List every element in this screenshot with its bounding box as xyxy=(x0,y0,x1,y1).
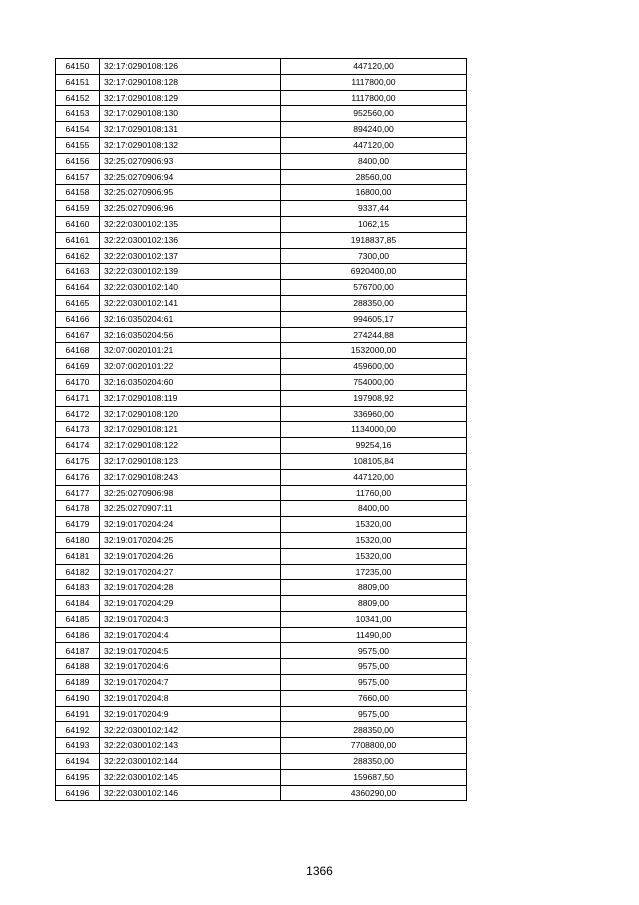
cadastral-number-cell: 32:25:0270906:96 xyxy=(100,201,281,217)
cadastral-number-cell: 32:17:0290108:243 xyxy=(100,469,281,485)
cadastral-number-cell: 32:17:0290108:128 xyxy=(100,74,281,90)
row-number-cell: 64178 xyxy=(56,501,100,517)
cadastral-number-cell: 32:19:0170204:7 xyxy=(100,675,281,691)
cadastral-number-cell: 32:17:0290108:122 xyxy=(100,438,281,454)
cadastral-number-cell: 32:22:0300102:135 xyxy=(100,216,281,232)
cadastral-value-cell: 8809,00 xyxy=(281,580,467,596)
cadastral-value-cell: 274244,88 xyxy=(281,327,467,343)
row-number-cell: 64150 xyxy=(56,59,100,75)
cadastral-number-cell: 32:22:0300102:142 xyxy=(100,722,281,738)
cadastral-value-cell: 447120,00 xyxy=(281,59,467,75)
cadastral-number-cell: 32:22:0300102:146 xyxy=(100,785,281,801)
row-number-cell: 64174 xyxy=(56,438,100,454)
cadastral-value-cell: 1918837,85 xyxy=(281,232,467,248)
cadastral-number-cell: 32:22:0300102:140 xyxy=(100,280,281,296)
row-number-cell: 64168 xyxy=(56,343,100,359)
cadastral-number-cell: 32:25:0270906:98 xyxy=(100,485,281,501)
cadastral-number-cell: 32:19:0170204:3 xyxy=(100,611,281,627)
row-number-cell: 64162 xyxy=(56,248,100,264)
cadastral-value-cell: 4360290,00 xyxy=(281,785,467,801)
cadastral-number-cell: 32:17:0290108:119 xyxy=(100,390,281,406)
table-row xyxy=(56,201,467,217)
table-row xyxy=(56,311,467,327)
row-number-cell: 64154 xyxy=(56,122,100,138)
cadastral-number-cell: 32:17:0290108:129 xyxy=(100,90,281,106)
table-row xyxy=(56,390,467,406)
table-row xyxy=(56,643,467,659)
cadastral-value-cell: 9575,00 xyxy=(281,659,467,675)
cadastral-number-cell: 32:19:0170204:28 xyxy=(100,580,281,596)
row-number-cell: 64155 xyxy=(56,137,100,153)
row-number-cell: 64195 xyxy=(56,769,100,785)
cadastral-number-cell: 32:17:0290108:121 xyxy=(100,422,281,438)
cadastral-number-cell: 32:22:0300102:145 xyxy=(100,769,281,785)
cadastral-value-cell: 9337,44 xyxy=(281,201,467,217)
cadastral-value-cell: 15320,00 xyxy=(281,532,467,548)
row-number-cell: 64163 xyxy=(56,264,100,280)
row-number-cell: 64157 xyxy=(56,169,100,185)
table-row xyxy=(56,280,467,296)
cadastral-number-cell: 32:22:0300102:141 xyxy=(100,295,281,311)
table-row xyxy=(56,374,467,390)
row-number-cell: 64194 xyxy=(56,754,100,770)
cadastral-number-cell: 32:17:0290108:132 xyxy=(100,137,281,153)
cadastral-number-cell: 32:25:0270907:11 xyxy=(100,501,281,517)
cadastral-value-cell: 11760,00 xyxy=(281,485,467,501)
cadastral-value-cell: 11490,00 xyxy=(281,627,467,643)
table-row xyxy=(56,232,467,248)
row-number-cell: 64170 xyxy=(56,374,100,390)
table-row xyxy=(56,785,467,801)
cadastral-value-cell: 9575,00 xyxy=(281,706,467,722)
cadastral-number-cell: 32:16:0350204:60 xyxy=(100,374,281,390)
table-row xyxy=(56,106,467,122)
cadastral-value-cell: 1062,15 xyxy=(281,216,467,232)
table-row xyxy=(56,406,467,422)
cadastral-value-cell: 1117800,00 xyxy=(281,74,467,90)
row-number-cell: 64185 xyxy=(56,611,100,627)
cadastral-number-cell: 32:19:0170204:6 xyxy=(100,659,281,675)
cadastral-value-cell: 894240,00 xyxy=(281,122,467,138)
row-number-cell: 64190 xyxy=(56,690,100,706)
cadastral-number-cell: 32:17:0290108:131 xyxy=(100,122,281,138)
table-row xyxy=(56,90,467,106)
cadastral-number-cell: 32:16:0350204:56 xyxy=(100,327,281,343)
row-number-cell: 64153 xyxy=(56,106,100,122)
row-number-cell: 64189 xyxy=(56,675,100,691)
cadastral-number-cell: 32:07:0020101:21 xyxy=(100,343,281,359)
page-number: 1366 xyxy=(306,864,333,878)
cadastral-value-cell: 8809,00 xyxy=(281,596,467,612)
row-number-cell: 64167 xyxy=(56,327,100,343)
table-row xyxy=(56,248,467,264)
cadastral-value-cell: 7300,00 xyxy=(281,248,467,264)
table-row xyxy=(56,517,467,533)
cadastral-value-cell: 1117800,00 xyxy=(281,90,467,106)
table-row xyxy=(56,596,467,612)
cadastral-number-cell: 32:19:0170204:8 xyxy=(100,690,281,706)
cadastral-number-cell: 32:22:0300102:136 xyxy=(100,232,281,248)
table-row xyxy=(56,501,467,517)
row-number-cell: 64177 xyxy=(56,485,100,501)
row-number-cell: 64186 xyxy=(56,627,100,643)
cadastral-value-cell: 8400,00 xyxy=(281,501,467,517)
row-number-cell: 64193 xyxy=(56,738,100,754)
row-number-cell: 64166 xyxy=(56,311,100,327)
cadastral-number-cell: 32:22:0300102:144 xyxy=(100,754,281,770)
row-number-cell: 64158 xyxy=(56,185,100,201)
table-row xyxy=(56,675,467,691)
cadastral-number-cell: 32:22:0300102:143 xyxy=(100,738,281,754)
table-row xyxy=(56,769,467,785)
cadastral-number-cell: 32:19:0170204:29 xyxy=(100,596,281,612)
cadastral-value-cell: 1134000,00 xyxy=(281,422,467,438)
row-number-cell: 64176 xyxy=(56,469,100,485)
cadastral-value-cell: 108105,84 xyxy=(281,453,467,469)
row-number-cell: 64165 xyxy=(56,295,100,311)
table-row xyxy=(56,469,467,485)
cadastral-value-table xyxy=(55,58,467,801)
row-number-cell: 64151 xyxy=(56,74,100,90)
cadastral-value-cell: 99254,16 xyxy=(281,438,467,454)
cadastral-value-cell: 6920400,00 xyxy=(281,264,467,280)
row-number-cell: 64181 xyxy=(56,548,100,564)
cadastral-number-cell: 32:17:0290108:123 xyxy=(100,453,281,469)
table-row xyxy=(56,264,467,280)
row-number-cell: 64191 xyxy=(56,706,100,722)
cadastral-value-cell: 159687,50 xyxy=(281,769,467,785)
row-number-cell: 64187 xyxy=(56,643,100,659)
cadastral-value-cell: 336960,00 xyxy=(281,406,467,422)
cadastral-value-cell: 288350,00 xyxy=(281,722,467,738)
row-number-cell: 64173 xyxy=(56,422,100,438)
row-number-cell: 64175 xyxy=(56,453,100,469)
table-row xyxy=(56,532,467,548)
row-number-cell: 64192 xyxy=(56,722,100,738)
cadastral-value-cell: 15320,00 xyxy=(281,517,467,533)
table-row xyxy=(56,564,467,580)
row-number-cell: 64196 xyxy=(56,785,100,801)
row-number-cell: 64188 xyxy=(56,659,100,675)
cadastral-number-cell: 32:19:0170204:4 xyxy=(100,627,281,643)
table-row xyxy=(56,359,467,375)
table-row xyxy=(56,627,467,643)
cadastral-value-cell: 952560,00 xyxy=(281,106,467,122)
cadastral-number-cell: 32:07:0020101:22 xyxy=(100,359,281,375)
row-number-cell: 64169 xyxy=(56,359,100,375)
row-number-cell: 64159 xyxy=(56,201,100,217)
cadastral-number-cell: 32:17:0290108:120 xyxy=(100,406,281,422)
row-number-cell: 64180 xyxy=(56,532,100,548)
table-row xyxy=(56,153,467,169)
cadastral-value-cell: 9575,00 xyxy=(281,675,467,691)
table-row xyxy=(56,438,467,454)
cadastral-number-cell: 32:25:0270906:94 xyxy=(100,169,281,185)
cadastral-number-cell: 32:19:0170204:25 xyxy=(100,532,281,548)
row-number-cell: 64156 xyxy=(56,153,100,169)
table-row xyxy=(56,295,467,311)
table-row xyxy=(56,185,467,201)
table-row xyxy=(56,422,467,438)
cadastral-value-cell: 10341,00 xyxy=(281,611,467,627)
cadastral-number-cell: 32:19:0170204:5 xyxy=(100,643,281,659)
row-number-cell: 64182 xyxy=(56,564,100,580)
cadastral-number-cell: 32:22:0300102:137 xyxy=(100,248,281,264)
table-row xyxy=(56,59,467,75)
table-row xyxy=(56,169,467,185)
cadastral-value-cell: 288350,00 xyxy=(281,754,467,770)
table-row xyxy=(56,738,467,754)
table-row xyxy=(56,659,467,675)
cadastral-value-cell: 447120,00 xyxy=(281,469,467,485)
cadastral-value-cell: 15320,00 xyxy=(281,548,467,564)
row-number-cell: 64160 xyxy=(56,216,100,232)
table-row xyxy=(56,754,467,770)
cadastral-number-cell: 32:19:0170204:9 xyxy=(100,706,281,722)
row-number-cell: 64184 xyxy=(56,596,100,612)
cadastral-value-cell: 994605,17 xyxy=(281,311,467,327)
cadastral-number-cell: 32:25:0270906:93 xyxy=(100,153,281,169)
table-row xyxy=(56,327,467,343)
cadastral-number-cell: 32:16:0350204:61 xyxy=(100,311,281,327)
cadastral-number-cell: 32:19:0170204:27 xyxy=(100,564,281,580)
table-row xyxy=(56,137,467,153)
cadastral-number-cell: 32:25:0270906:95 xyxy=(100,185,281,201)
cadastral-value-cell: 459600,00 xyxy=(281,359,467,375)
cadastral-value-cell: 8400,00 xyxy=(281,153,467,169)
cadastral-value-cell: 754000,00 xyxy=(281,374,467,390)
row-number-cell: 64152 xyxy=(56,90,100,106)
cadastral-number-cell: 32:17:0290108:126 xyxy=(100,59,281,75)
table-row xyxy=(56,611,467,627)
cadastral-value-cell: 288350,00 xyxy=(281,295,467,311)
cadastral-value-cell: 1532000,00 xyxy=(281,343,467,359)
table-row xyxy=(56,216,467,232)
cadastral-value-cell: 576700,00 xyxy=(281,280,467,296)
cadastral-value-cell: 7708800,00 xyxy=(281,738,467,754)
row-number-cell: 64179 xyxy=(56,517,100,533)
cadastral-value-cell: 7660,00 xyxy=(281,690,467,706)
cadastral-value-cell: 197908,92 xyxy=(281,390,467,406)
table-row xyxy=(56,722,467,738)
table-row xyxy=(56,690,467,706)
table-row xyxy=(56,580,467,596)
cadastral-value-cell: 447120,00 xyxy=(281,137,467,153)
row-number-cell: 64171 xyxy=(56,390,100,406)
cadastral-value-cell: 16800,00 xyxy=(281,185,467,201)
row-number-cell: 64183 xyxy=(56,580,100,596)
table-row xyxy=(56,343,467,359)
cadastral-number-cell: 32:22:0300102:139 xyxy=(100,264,281,280)
cadastral-number-cell: 32:19:0170204:24 xyxy=(100,517,281,533)
row-number-cell: 64172 xyxy=(56,406,100,422)
cadastral-value-cell: 28560,00 xyxy=(281,169,467,185)
cadastral-number-cell: 32:17:0290108:130 xyxy=(100,106,281,122)
table-row xyxy=(56,706,467,722)
table-row xyxy=(56,485,467,501)
cadastral-number-cell: 32:19:0170204:26 xyxy=(100,548,281,564)
row-number-cell: 64164 xyxy=(56,280,100,296)
table-row xyxy=(56,122,467,138)
table-row xyxy=(56,548,467,564)
table-row xyxy=(56,453,467,469)
cadastral-value-cell: 17235,00 xyxy=(281,564,467,580)
row-number-cell: 64161 xyxy=(56,232,100,248)
table-body xyxy=(56,59,467,801)
table-row xyxy=(56,74,467,90)
cadastral-value-cell: 9575,00 xyxy=(281,643,467,659)
